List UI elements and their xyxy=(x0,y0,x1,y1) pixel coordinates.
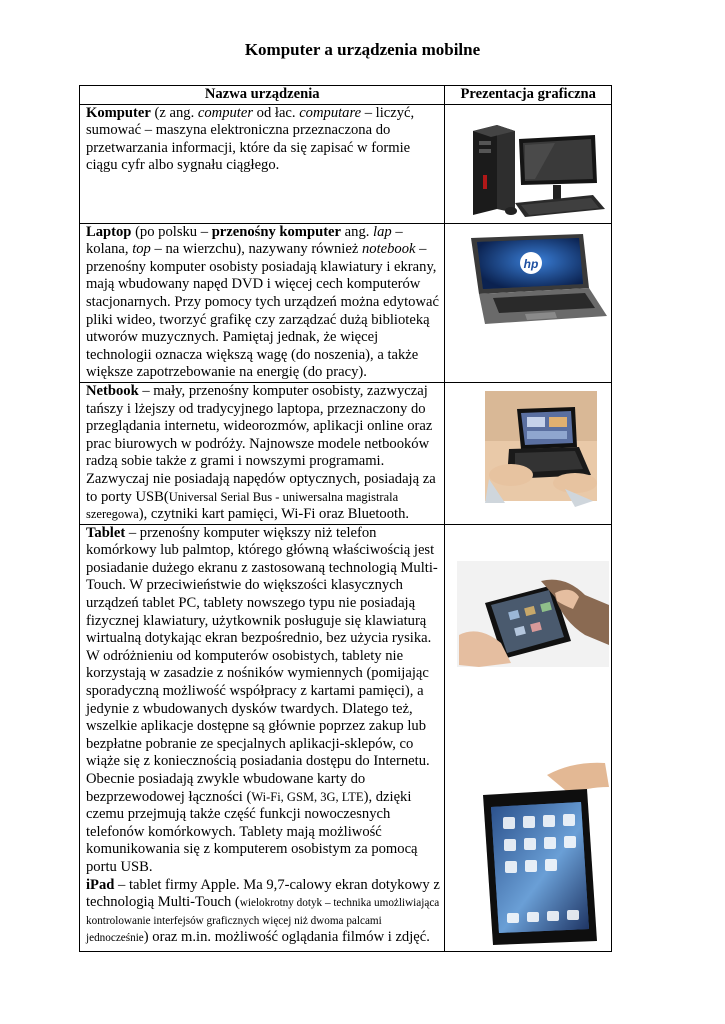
text-span: ( xyxy=(163,488,169,505)
text-span: – kolana, xyxy=(86,223,403,258)
table-header-row xyxy=(80,86,612,105)
text-italic: computer xyxy=(197,104,253,121)
term-computer: Komputer xyxy=(86,104,151,121)
table-row xyxy=(80,382,612,524)
header-device-name: Nazwa urządzenia xyxy=(80,86,445,105)
text-span: – przenośny komputer większy niż telefon komórkowy lub palmtop, którego główną właściwością jest posiadanie dużego ekranu z zastosowaną technologią Multi-Touch. W przeciwieństwie do większości klasycznych urządzeń tablet PC, tablety nowszego typu nie posiadają fizycznej klawiatury, użytkownik posługuje się klawiaturą wirtualną dotykając ekran bezpośrednio, bez użycia rysika. W odróżnieniu od komputerów osobistych, tablety nie korzystają w zasadzie z nośników wymiennych (pomijając sporadyczną możliwość współpracy z kartami pamięci), a jedynie z wbudowanych dysków twardych. Dlatego też, wszelkie aplikacje dostępne są głównie poprzez zakup lub bezpłatne pobranie ze specjalnych aplikacji-sklepów, co wiąże się z koniecznością posiadania dostępu do Internetu. Obecnie posiadają zwykle wbudowane karty do bezprzewodowej łączności ( xyxy=(86,524,438,805)
laptop-image xyxy=(445,223,612,382)
text-italic: lap xyxy=(373,223,392,240)
text-tiny: wielokrotny dotyk – technika umożliwiająca kontrolowanie interfejsów graficznych więcej niż dwoma palcami jednocześnie xyxy=(86,897,440,945)
term-laptop: Laptop xyxy=(86,223,132,240)
text-span: ), czytniki kart pamięci, Wi-Fi oraz Bluetooth. xyxy=(138,506,410,523)
header-graphic: Prezentacja graficzna xyxy=(445,86,612,105)
devices-table xyxy=(79,85,612,952)
text-span: ), dzięki czemu przejmują także część funkcji nowoczesnych telefonów komórkowych. Tablety mają możliwość komunikowania się z komputerem osobistym za pomocą portu USB. xyxy=(86,788,418,875)
text-span: (po polsku – xyxy=(131,223,212,240)
text-span: ang. xyxy=(341,223,374,240)
term-netbook: Netbook xyxy=(86,382,139,399)
page-title: Komputer a urządzenia mobilne xyxy=(244,40,481,59)
text-span: – na wierzchu), nazywany również xyxy=(150,241,362,258)
tablet-images xyxy=(445,524,612,951)
text-span: od łac. xyxy=(253,104,300,121)
text-italic: computare xyxy=(299,104,362,121)
text-span: – mały, przenośny komputer osobisty, zazwyczaj tańszy i lżejszy od tradycyjnego laptopa, przeznaczony do przeglądania internetu, wideorozmów, aplikacji online oraz prac biurowych w podróży. Najnowsze modele netbooków radzą sobie także z grami i nowszymi programami. Zazwyczaj nie posiadają napędów optycznych, posiadają za to porty USB xyxy=(86,382,436,505)
netbook-image xyxy=(445,382,612,524)
row-netbook-text xyxy=(80,382,445,524)
hp-logo-text: hp xyxy=(524,256,539,271)
table-row xyxy=(80,223,612,382)
table-row xyxy=(80,524,612,951)
term-tablet: Tablet xyxy=(86,524,126,541)
text-small: Wi-Fi, GSM, 3G, LTE xyxy=(251,789,364,804)
text-small: Universal Serial Bus - uniwersalna magistrala szeregowa xyxy=(86,489,399,522)
table-row xyxy=(80,104,612,223)
row-tablet-text xyxy=(80,524,445,951)
text-italic: notebook xyxy=(361,241,416,258)
row-laptop-text xyxy=(80,223,445,382)
text-bold: przenośny komputer xyxy=(211,223,342,240)
text-italic: top xyxy=(132,241,151,258)
ipad-image xyxy=(483,762,609,944)
tablet-in-hands-image xyxy=(457,561,609,667)
text-span: – tablet firmy Apple. Ma 9,7-calowy ekran dotykowy z technologią Multi-Touch ( xyxy=(86,876,440,911)
text-span: (z ang. xyxy=(150,104,198,121)
term-ipad: iPad xyxy=(86,876,115,893)
text-span: ) oraz m.in. możliwość oglądania filmów i zdjęć. xyxy=(143,929,430,946)
text-span: – przenośny komputer osobisty posiadają klawiatury i ekrany, mają wbudowany napęd DVD i więcej cech komputerów stacjonarnych. Przy pomocy tych urządzeń można edytować pliki wideo, tworzyć grafikę czy zarządzać dużą biblioteką utworów muzycznych. Pamiętaj jednak, że więcej technologii oznacza większą wagę (do noszenia), a także większe zapotrzebowanie na energię (do pracy). xyxy=(86,241,439,381)
text-span: – liczyć, sumować – maszyna elektroniczna przeznaczona do przetwarzania informacji, które da się zapisać w formie ciągu cyfr albo sygnału ciągłego. xyxy=(86,104,415,174)
row-computer-text xyxy=(80,104,445,223)
desktop-computer-image xyxy=(445,104,612,223)
